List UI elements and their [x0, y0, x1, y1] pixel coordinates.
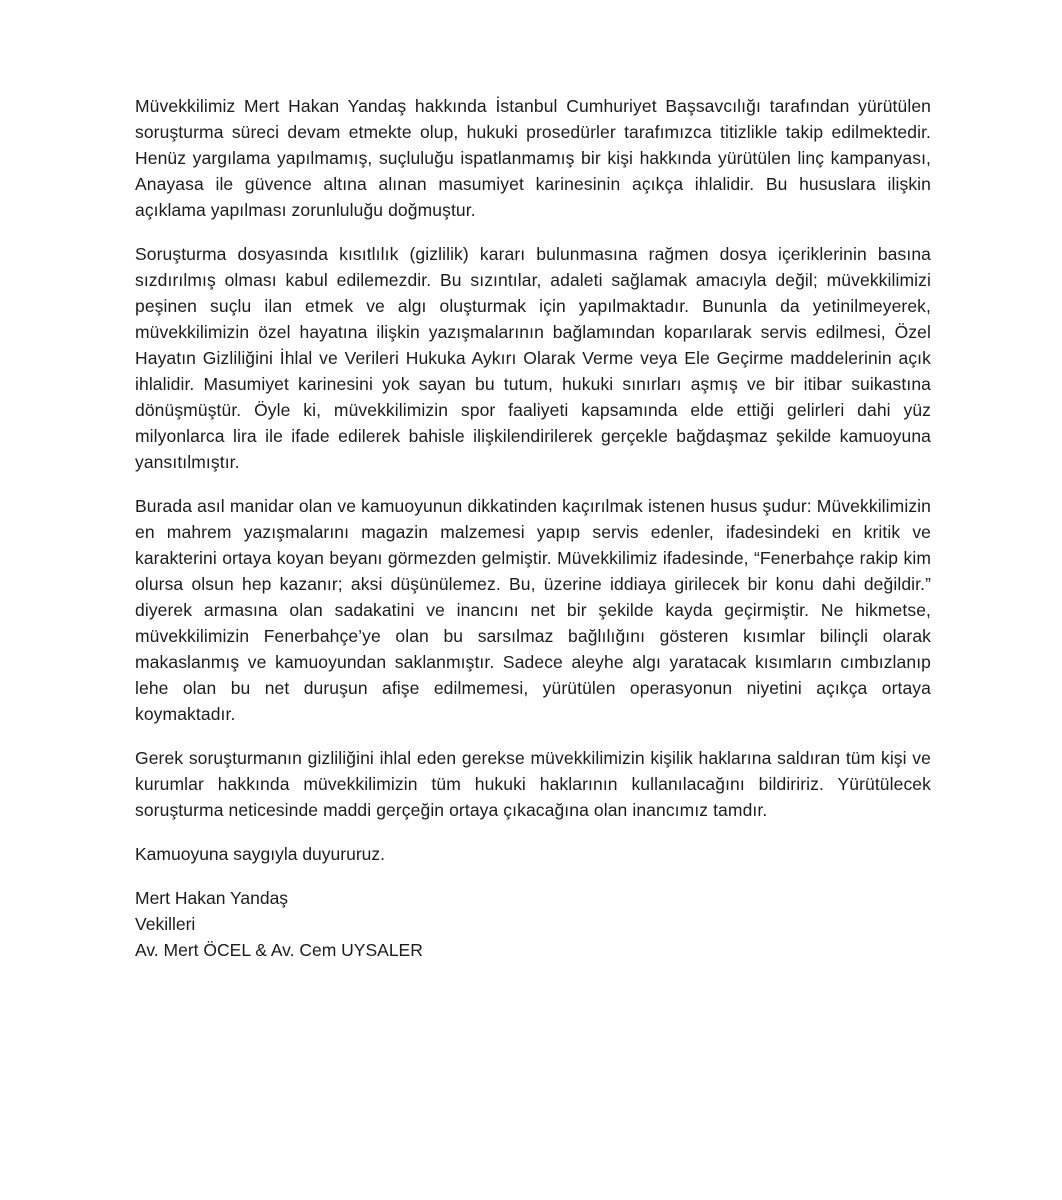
signature-role: Vekilleri	[135, 914, 196, 934]
paragraph-investigation-status: Müvekkilimiz Mert Hakan Yandaş hakkında İstanbul Cumhuriyet Başsavcılığı tarafından yürütülen soruşturma süreci devam etmekte olup, hukuki prosedürler tarafımızca titizlikle takip edilmektedir. Henüz yargılama yapılmamış, suçluluğu ispatlanmamış bir kişi hakkında yürütülen linç kampanyası, Anayasa ile güvence altına alınan masumiyet karinesinin açıkça ihlalidir. Bu hususlara ilişkin açıklama yapılması zorunluluğu doğmuştur.	[135, 96, 931, 220]
signature-lawyers: Av. Mert ÖCEL & Av. Cem UYSALER	[135, 940, 423, 960]
paragraph-confidentiality-breach: Soruşturma dosyasında kısıtlılık (gizlilik) kararı bulunmasına rağmen dosya içeriklerinin basına sızdırılmış olması kabul edilemezdir. Bu sızıntılar, adaleti sağlamak amacıyla değil; müvekkilimizi peşinen suçlu ilan etmek ve algı oluşturmak için yapılmaktadır. Bununla da yetinilmeyerek, müvekkilimizin özel hayatına ilişkin yazışmalarının bağlamından koparılarak servis edilmesi, Özel Hayatın Gizliliğini İhlal ve Verileri Hukuka Aykırı Olarak Verme veya Ele Geçirme maddelerinin açık ihlalidir. Masumiyet karinesini yok sayan bu tutum, hukuki sınırları aşmış ve bir itibar suikastına dönüşmüştür. Öyle ki, müvekkilimizin spor faaliyeti kapsamında elde ettiği gelirleri dahi yüz milyonlarca lira ile ifade edilerek bahisle ilişkilendirilerek gerçekle bağdaşmaz şekilde kamuoyuna yansıtılmıştır.	[135, 244, 931, 472]
signature-block	[135, 885, 931, 963]
signature-name: Mert Hakan Yandaş	[135, 888, 289, 908]
closing-statement: Kamuoyuna saygıyla duyururuz.	[135, 844, 385, 864]
paragraph-omitted-statement: Burada asıl manidar olan ve kamuoyunun dikkatinden kaçırılmak istenen husus şudur: Müvekkilimizin en mahrem yazışmalarını magazin malzemesi yapıp servis edenler, ifadesindeki en kritik ve karakterini ortaya koyan beyanı görmezden gelmiştir. Müvekkilimiz ifadesinde, “Fenerbahçe rakip kim olursa olsun hep kazanır; aksi düşünülemez. Bu, üzerine iddiaya girilecek bir konu dahi değildir.” diyerek armasına olan sadakatini ve inancını net bir şekilde kayda geçirmiştir. Ne hikmetse, müvekkilimizin Fenerbahçe’ye olan bu sarsılmaz bağlılığını gösteren kısımlar bilinçli olarak makaslanmış ve kamuoyundan saklanmıştır. Sadece aleyhe algı yaratacak kısımların cımbızlanıp lehe olan bu net duruşun afişe edilmemesi, yürütülen operasyonun niyetini açıkça ortaya koymaktadır.	[135, 496, 931, 724]
letter-content	[135, 93, 931, 963]
paragraph-legal-action: Gerek soruşturmanın gizliliğini ihlal eden gerekse müvekkilimizin kişilik haklarına saldıran tüm kişi ve kurumlar hakkında müvekkilimizin tüm hukuki haklarının kullanılacağını bildiririz. Yürütülecek soruşturma neticesinde maddi gerçeğin ortaya çıkacağına olan inancımız tamdır.	[135, 748, 931, 820]
